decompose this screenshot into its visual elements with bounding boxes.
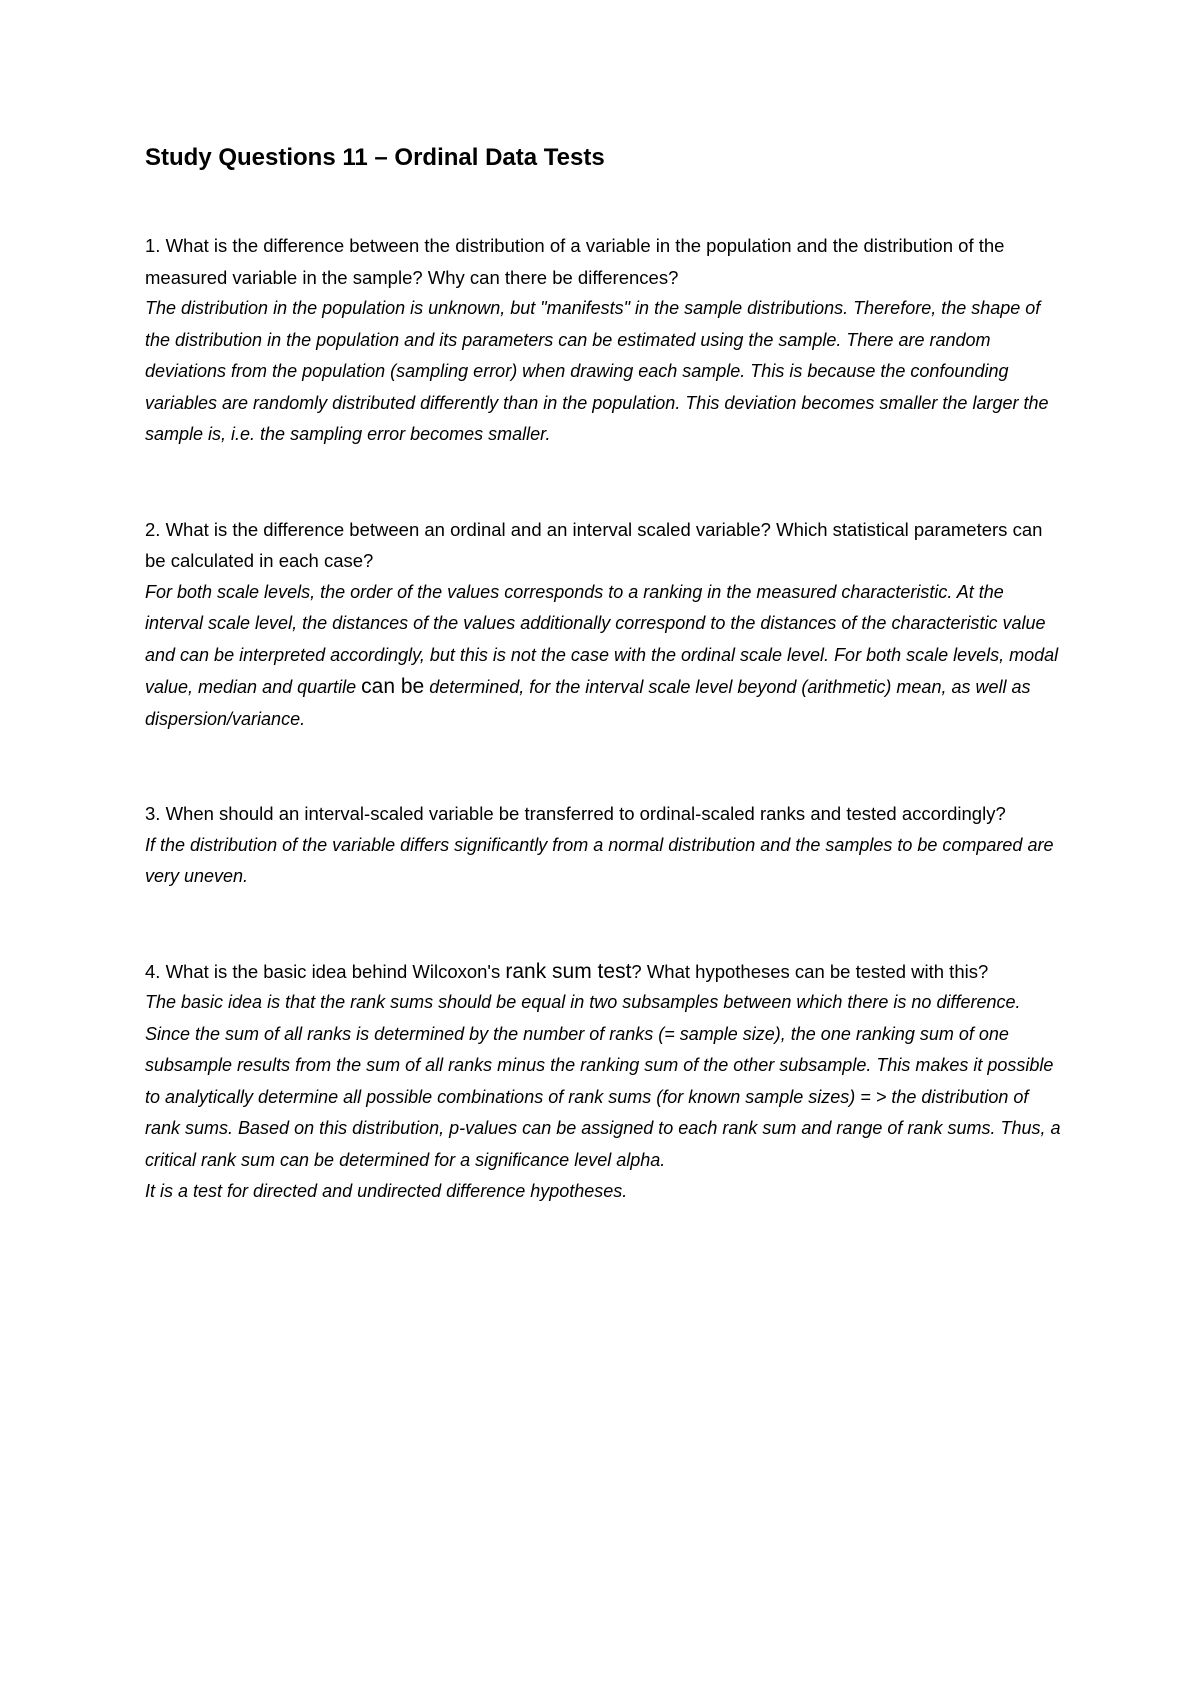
qa-item-1: [145, 230, 1065, 451]
document-title: Study Questions 11 – Ordinal Data Tests: [145, 144, 605, 171]
answer-2-part-1: For both scale levels, the order of the values corresponds to a ranking in the measured characteristic. At the interval scale level, the distances of the values additionally correspond to the distances of the characteristic value and can be interpreted accordingly, but this is not the case with the ordinal scale level. For both scale levels, modal value, median and quartile: [145, 581, 1059, 697]
answer-4-conclusion: It is a test for directed and undirected difference hypotheses.: [145, 1181, 628, 1201]
answer-2: [145, 577, 1065, 736]
document-content: [145, 140, 1065, 1271]
question-2: 2. What is the difference between an ordinal and an interval scaled variable? Which statistical parameters can be calculated in each case?: [145, 518, 1043, 571]
answer-3: If the distribution of the variable differs significantly from a normal distribution and the samples to be compared are very uneven.: [145, 834, 1054, 886]
question-4-emphasis: rank sum test: [505, 959, 632, 983]
answer-1: The distribution in the population is unknown, but "manifests" in the sample distributions. Therefore, the shape of the distribution in the population and its parameters can be estimated using the sample. There are random deviations from the population (sampling error) when drawing each sample. This is because the confounding variables are randomly distributed differently than in the population. This deviation becomes smaller the larger the sample is, i.e. the sampling error becomes smaller.: [145, 298, 1049, 444]
answer-2-part-2: determined, for the interval scale level beyond (arithmetic) mean, as well as dispersion/variance.: [145, 677, 1031, 729]
qa-item-2: [145, 514, 1065, 736]
qa-item-3: [145, 798, 1065, 893]
question-4: [145, 956, 1065, 988]
qa-item-4: [145, 956, 1065, 1208]
answer-4: The basic idea is that the rank sums should be equal in two subsamples between which there is no difference. Since the sum of all ranks is determined by the number of ranks (= sample size), the one ranking sum of one subsample results from the sum of all ranks minus the ranking sum of the other subsample. This makes it possible to analytically determine all possible combinations of rank sums (for known sample sizes) = > the distribution of rank sums. Based on this distribution, p-values can be assigned to each rank sum and range of rank sums. Thus, a critical rank sum can be determined for a significance level alpha.: [145, 992, 1061, 1170]
question-4-part-2: ? What hypotheses can be tested with this?: [631, 960, 989, 982]
question-1: 1. What is the difference between the distribution of a variable in the population and the distribution of the measured variable in the sample? Why can there be differences?: [145, 235, 1005, 288]
answer-2-emphasis: can be: [361, 675, 425, 698]
question-4-part-1: 4. What is the basic idea behind Wilcoxon's: [145, 960, 506, 982]
question-3: 3. When should an interval-scaled variable be transferred to ordinal-scaled ranks and tested accordingly?: [145, 803, 1006, 824]
